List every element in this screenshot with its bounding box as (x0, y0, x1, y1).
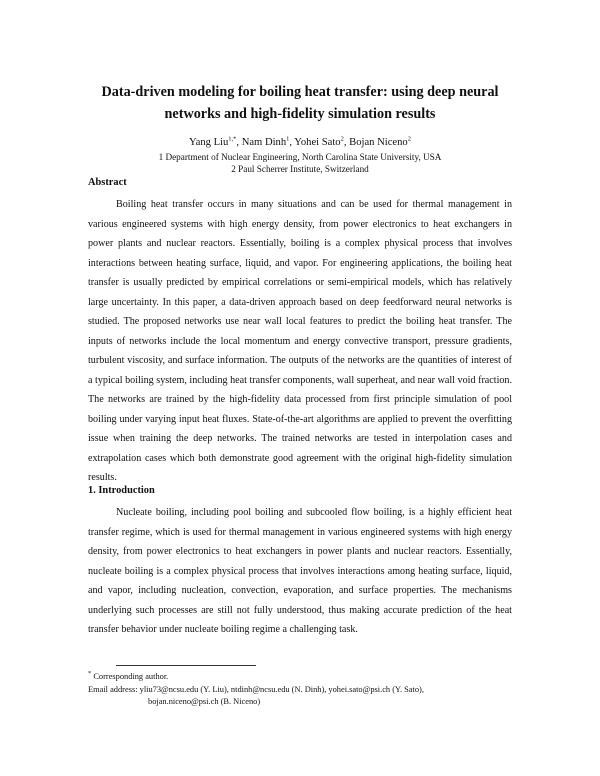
author-name: Yohei Sato (294, 137, 341, 148)
author-separator: , (289, 137, 295, 148)
introduction-heading: 1. Introduction (88, 485, 155, 496)
author-name: Bojan Niceno (349, 137, 408, 148)
footnote-divider (116, 665, 256, 666)
author-affiliation-mark: 1,* (228, 135, 237, 143)
abstract-text: Boiling heat transfer occurs in many situations and can be used for thermal management in various engineered systems with high energy density, from power electronics to heat exchangers in power plants and nuclear reactors. Essentially, boiling is a complex physical process that involves interactions between heating surface, liquid, and vapor. For engineering applications, the boiling heat transfer is usually predicted by empirical correlations or semi-empirical models, which has relatively large uncertainty. In this paper, a data-driven approach based on deep feedforward neural networks is studied. The proposed networks use near wall local features to predict the boiling heat transfer. The inputs of networks include the local momentum and energy convective transport, pressure gradients, turbulent viscosity, and surface information. The outputs of the networks are the quantities of interest of a typical boiling system, including heat transfer components, wall superheat, and near wall void fraction. The networks are trained by the high-fidelity data processed from first principle simulation of pool boiling under varying input heat fluxes. State-of-the-art algorithms are applied to prevent the overfitting issue when training the deep networks. The trained networks are tested in interpolation cases and extrapolation cases which both demonstrate good agreement with the original high-fidelity simulation results. (88, 199, 512, 483)
author-list (0, 136, 600, 149)
abstract-heading: Abstract (88, 177, 127, 188)
author-separator: , (236, 137, 242, 148)
paper-title: Data-driven modeling for boiling heat transfer: using deep neural networks and high-fidelity simulation results (101, 84, 499, 122)
author-separator: , (343, 137, 350, 148)
author-name: Yang Liu (189, 137, 229, 148)
author-name: Nam Dinh (241, 137, 287, 148)
introduction-text: Nucleate boiling, including pool boiling and subcooled flow boiling, is a highly efficient heat transfer regime, which is used for thermal management in various engineered systems with high energy density, from power electronics to heat exchangers in power plants and nuclear reactors. Essentially, nucleate boiling is a complex physical process that involves interactions among heating surface, liquid, and vapor, including nucleation, convection, evaporation, and surface properties. The mechanisms underlying such processes are still not fully understood, thus making accurate prediction of the heat transfer behavior under nucleate boiling regime a challenging task. (88, 507, 512, 635)
author-affiliation-mark: 2 (340, 135, 344, 143)
author-affiliation-mark: 1 (286, 135, 290, 143)
footnote-mark: * (88, 670, 92, 678)
author-affiliation-mark: 2 (407, 135, 411, 143)
affiliation-2: 2 Paul Scherrer Institute, Switzerland (231, 164, 369, 174)
footnote-corresponding (88, 671, 168, 682)
footnote-corresponding-text: Corresponding author. (93, 672, 169, 681)
footnote-email-line-2: bojan.niceno@psi.ch (B. Niceno) (148, 697, 261, 706)
affiliation-1: 1 Department of Nuclear Engineering, North Carolina State University, USA (158, 152, 442, 162)
footnote-email-line-1: Email address: yliu73@ncsu.edu (Y. Liu), ntdinh@ncsu.edu (N. Dinh), yohei.sato@psi.ch (Y. Sato), (88, 685, 424, 694)
